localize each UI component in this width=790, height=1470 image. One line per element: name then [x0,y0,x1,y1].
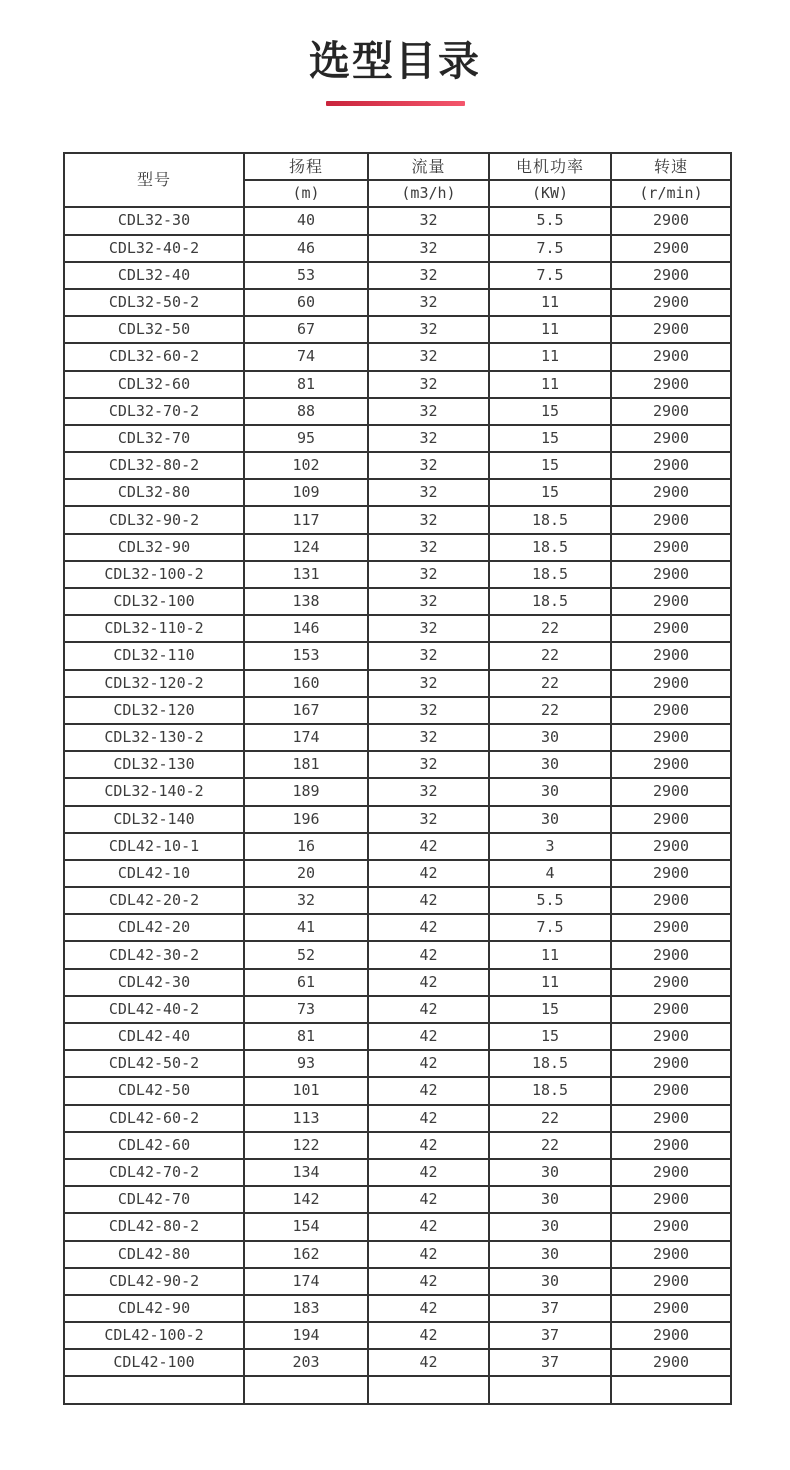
power-cell: 7.5 [489,914,611,941]
flow-cell: 32 [368,751,489,778]
head-cell: 53 [244,262,368,289]
model-cell: CDL42-70-2 [64,1159,244,1186]
table-row [64,1322,731,1349]
table-row [64,289,731,316]
model-cell: CDL32-70 [64,425,244,452]
head-cell: 113 [244,1105,368,1132]
table-row [64,1077,731,1104]
head-cell: 32 [244,887,368,914]
flow-cell: 32 [368,289,489,316]
speed-cell: 2900 [611,343,731,370]
model-cell: CDL32-90 [64,534,244,561]
column-unit-flow: (m3/h) [368,180,489,207]
head-cell: 167 [244,697,368,724]
flow-cell: 42 [368,860,489,887]
head-cell: 154 [244,1213,368,1240]
speed-cell: 2900 [611,642,731,669]
head-cell: 124 [244,534,368,561]
speed-cell: 2900 [611,941,731,968]
flow-cell: 32 [368,207,489,234]
selection-table [63,152,732,1405]
table-header [64,153,731,207]
table-row [64,724,731,751]
speed-cell: 2900 [611,670,731,697]
partial-clipped-row [64,1376,731,1403]
table-row [64,534,731,561]
head-cell: 41 [244,914,368,941]
flow-cell: 32 [368,398,489,425]
model-cell: CDL42-40-2 [64,996,244,1023]
flow-cell: 42 [368,1186,489,1213]
speed-cell: 2900 [611,1159,731,1186]
speed-cell: 2900 [611,1268,731,1295]
power-cell: 18.5 [489,1050,611,1077]
speed-cell: 2900 [611,1241,731,1268]
table-row [64,1349,731,1376]
speed-cell: 2900 [611,697,731,724]
power-cell: 22 [489,670,611,697]
power-cell: 15 [489,425,611,452]
head-cell: 61 [244,969,368,996]
model-cell: CDL42-90 [64,1295,244,1322]
flow-cell: 42 [368,887,489,914]
table-row [64,697,731,724]
table-row [64,1295,731,1322]
head-cell: 131 [244,561,368,588]
model-cell: CDL42-80 [64,1241,244,1268]
flow-cell: 42 [368,1322,489,1349]
flow-cell: 42 [368,833,489,860]
speed-cell: 2900 [611,914,731,941]
flow-cell: 32 [368,371,489,398]
head-cell: 122 [244,1132,368,1159]
power-cell: 18.5 [489,561,611,588]
table-row [64,969,731,996]
model-cell: CDL42-100-2 [64,1322,244,1349]
head-cell: 109 [244,479,368,506]
power-cell: 18.5 [489,534,611,561]
power-cell: 37 [489,1322,611,1349]
table-row [64,751,731,778]
speed-cell: 2900 [611,452,731,479]
flow-cell: 32 [368,479,489,506]
model-cell: CDL42-90-2 [64,1268,244,1295]
head-cell: 174 [244,1268,368,1295]
power-cell: 7.5 [489,235,611,262]
table-row [64,235,731,262]
table-row [64,806,731,833]
power-cell: 30 [489,1213,611,1240]
head-cell: 174 [244,724,368,751]
column-header-model: 型号 [64,153,244,207]
power-cell: 30 [489,751,611,778]
column-unit-power: (KW) [489,180,611,207]
model-cell: CDL32-90-2 [64,506,244,533]
column-header-head: 扬程 [244,153,368,180]
model-cell: CDL32-100-2 [64,561,244,588]
power-cell: 7.5 [489,262,611,289]
table-row [64,1105,731,1132]
head-cell: 162 [244,1241,368,1268]
model-cell: CDL32-100 [64,588,244,615]
flow-cell: 32 [368,561,489,588]
model-cell: CDL32-110-2 [64,615,244,642]
flow-cell: 42 [368,1213,489,1240]
flow-cell: 32 [368,697,489,724]
speed-cell: 2900 [611,1186,731,1213]
model-cell: CDL32-80 [64,479,244,506]
speed-cell: 2900 [611,1322,731,1349]
flow-cell: 32 [368,262,489,289]
head-cell: 73 [244,996,368,1023]
table-row [64,941,731,968]
flow-cell: 32 [368,724,489,751]
table-row [64,479,731,506]
model-cell: CDL32-120 [64,697,244,724]
head-cell: 142 [244,1186,368,1213]
model-cell: CDL42-80-2 [64,1213,244,1240]
model-cell: CDL32-70-2 [64,398,244,425]
power-cell: 5.5 [489,887,611,914]
table-row [64,1023,731,1050]
head-cell: 196 [244,806,368,833]
power-cell: 11 [489,343,611,370]
power-cell: 30 [489,806,611,833]
head-cell: 101 [244,1077,368,1104]
flow-cell: 32 [368,425,489,452]
flow-cell: 32 [368,778,489,805]
speed-cell: 2900 [611,1050,731,1077]
model-cell: CDL42-40 [64,1023,244,1050]
power-cell: 22 [489,1132,611,1159]
head-cell: 40 [244,207,368,234]
table-row [64,588,731,615]
flow-cell: 32 [368,615,489,642]
head-cell: 181 [244,751,368,778]
table-row [64,371,731,398]
model-cell: CDL42-60 [64,1132,244,1159]
speed-cell: 2900 [611,1023,731,1050]
header-label-row [64,153,731,180]
model-cell: CDL42-20-2 [64,887,244,914]
speed-cell: 2900 [611,969,731,996]
head-cell: 102 [244,452,368,479]
head-cell: 194 [244,1322,368,1349]
head-cell: 138 [244,588,368,615]
power-cell: 30 [489,1159,611,1186]
table-row [64,398,731,425]
table-row [64,1268,731,1295]
model-cell: CDL32-30 [64,207,244,234]
power-cell: 15 [489,398,611,425]
table-row [64,1050,731,1077]
speed-cell: 2900 [611,262,731,289]
speed-cell: 2900 [611,371,731,398]
speed-cell: 2900 [611,1132,731,1159]
flow-cell: 32 [368,235,489,262]
model-cell: CDL32-120-2 [64,670,244,697]
flow-cell: 42 [368,969,489,996]
speed-cell: 2900 [611,1295,731,1322]
speed-cell: 2900 [611,806,731,833]
model-cell: CDL42-30 [64,969,244,996]
power-cell: 30 [489,1241,611,1268]
power-cell: 30 [489,1268,611,1295]
model-cell: CDL42-70 [64,1186,244,1213]
speed-cell: 2900 [611,887,731,914]
model-cell: CDL32-40 [64,262,244,289]
table-row [64,1186,731,1213]
head-cell: 81 [244,371,368,398]
model-cell: CDL42-10-1 [64,833,244,860]
flow-cell: 42 [368,1050,489,1077]
head-cell: 183 [244,1295,368,1322]
model-cell: CDL42-20 [64,914,244,941]
flow-cell: 42 [368,1349,489,1376]
head-cell: 52 [244,941,368,968]
head-cell: 60 [244,289,368,316]
speed-cell: 2900 [611,479,731,506]
model-cell: CDL32-140 [64,806,244,833]
head-cell: 134 [244,1159,368,1186]
power-cell: 30 [489,1186,611,1213]
speed-cell: 2900 [611,724,731,751]
flow-cell: 32 [368,642,489,669]
table-row [64,506,731,533]
flow-cell: 32 [368,452,489,479]
page-title: 选型目录 [309,37,481,85]
model-cell: CDL42-50 [64,1077,244,1104]
column-header-speed: 转速 [611,153,731,180]
table-row [64,1159,731,1186]
flow-cell: 42 [368,1105,489,1132]
speed-cell: 2900 [611,561,731,588]
flow-cell: 32 [368,343,489,370]
table-row [64,343,731,370]
flow-cell: 42 [368,1132,489,1159]
table-row [64,833,731,860]
power-cell: 37 [489,1349,611,1376]
model-cell: CDL32-130 [64,751,244,778]
power-cell: 15 [489,479,611,506]
head-cell: 160 [244,670,368,697]
head-cell: 67 [244,316,368,343]
flow-cell: 42 [368,1077,489,1104]
power-cell: 22 [489,1105,611,1132]
table-row [64,778,731,805]
power-cell: 11 [489,941,611,968]
flow-cell: 32 [368,316,489,343]
power-cell: 5.5 [489,207,611,234]
flow-cell: 32 [368,506,489,533]
table-row [64,615,731,642]
model-cell: CDL32-110 [64,642,244,669]
speed-cell: 2900 [611,1105,731,1132]
column-header-power: 电机功率 [489,153,611,180]
power-cell: 11 [489,316,611,343]
head-cell: 153 [244,642,368,669]
flow-cell: 42 [368,996,489,1023]
column-unit-head: (m) [244,180,368,207]
speed-cell: 2900 [611,506,731,533]
power-cell: 18.5 [489,506,611,533]
speed-cell: 2900 [611,207,731,234]
power-cell: 15 [489,996,611,1023]
table-row [64,452,731,479]
flow-cell: 32 [368,670,489,697]
head-cell: 88 [244,398,368,425]
power-cell: 4 [489,860,611,887]
power-cell: 22 [489,615,611,642]
head-cell: 95 [244,425,368,452]
flow-cell: 32 [368,534,489,561]
model-cell: CDL32-50-2 [64,289,244,316]
power-cell: 30 [489,778,611,805]
speed-cell: 2900 [611,615,731,642]
title-underline-bar [326,101,465,106]
model-cell: CDL42-60-2 [64,1105,244,1132]
model-cell: CDL42-10 [64,860,244,887]
head-cell: 203 [244,1349,368,1376]
table-row [64,207,731,234]
table-row [64,860,731,887]
column-header-flow: 流量 [368,153,489,180]
column-unit-speed: (r/min) [611,180,731,207]
speed-cell: 2900 [611,398,731,425]
model-cell: CDL32-140-2 [64,778,244,805]
flow-cell: 42 [368,1023,489,1050]
speed-cell: 2900 [611,751,731,778]
table-row [64,316,731,343]
model-cell: CDL32-60 [64,371,244,398]
head-cell: 146 [244,615,368,642]
model-cell: CDL32-60-2 [64,343,244,370]
head-cell: 117 [244,506,368,533]
table-row [64,1213,731,1240]
speed-cell: 2900 [611,235,731,262]
speed-cell: 2900 [611,860,731,887]
power-cell: 11 [489,371,611,398]
speed-cell: 2900 [611,1349,731,1376]
power-cell: 18.5 [489,588,611,615]
table-row [64,670,731,697]
flow-cell: 42 [368,941,489,968]
head-cell: 20 [244,860,368,887]
table-row [64,887,731,914]
flow-cell: 42 [368,1295,489,1322]
table-row [64,1241,731,1268]
speed-cell: 2900 [611,996,731,1023]
model-cell: CDL32-80-2 [64,452,244,479]
table-body [64,207,731,1376]
power-cell: 11 [489,289,611,316]
model-cell: CDL32-40-2 [64,235,244,262]
power-cell: 30 [489,724,611,751]
speed-cell: 2900 [611,1077,731,1104]
power-cell: 22 [489,697,611,724]
head-cell: 74 [244,343,368,370]
table-row [64,561,731,588]
speed-cell: 2900 [611,588,731,615]
power-cell: 18.5 [489,1077,611,1104]
speed-cell: 2900 [611,833,731,860]
speed-cell: 2900 [611,425,731,452]
model-cell: CDL42-30-2 [64,941,244,968]
model-cell: CDL42-100 [64,1349,244,1376]
flow-cell: 42 [368,1241,489,1268]
table-row [64,1132,731,1159]
head-cell: 81 [244,1023,368,1050]
power-cell: 37 [489,1295,611,1322]
power-cell: 15 [489,452,611,479]
speed-cell: 2900 [611,316,731,343]
flow-cell: 42 [368,914,489,941]
table-row [64,425,731,452]
flow-cell: 32 [368,588,489,615]
flow-cell: 42 [368,1268,489,1295]
power-cell: 15 [489,1023,611,1050]
power-cell: 22 [489,642,611,669]
flow-cell: 32 [368,806,489,833]
power-cell: 11 [489,969,611,996]
speed-cell: 2900 [611,1213,731,1240]
flow-cell: 42 [368,1159,489,1186]
speed-cell: 2900 [611,289,731,316]
model-cell: CDL32-50 [64,316,244,343]
table-row [64,996,731,1023]
speed-cell: 2900 [611,778,731,805]
table-row [64,914,731,941]
table-row [64,642,731,669]
head-cell: 189 [244,778,368,805]
model-cell: CDL32-130-2 [64,724,244,751]
model-cell: CDL42-50-2 [64,1050,244,1077]
speed-cell: 2900 [611,534,731,561]
head-cell: 93 [244,1050,368,1077]
head-cell: 16 [244,833,368,860]
power-cell: 3 [489,833,611,860]
head-cell: 46 [244,235,368,262]
table-row [64,262,731,289]
